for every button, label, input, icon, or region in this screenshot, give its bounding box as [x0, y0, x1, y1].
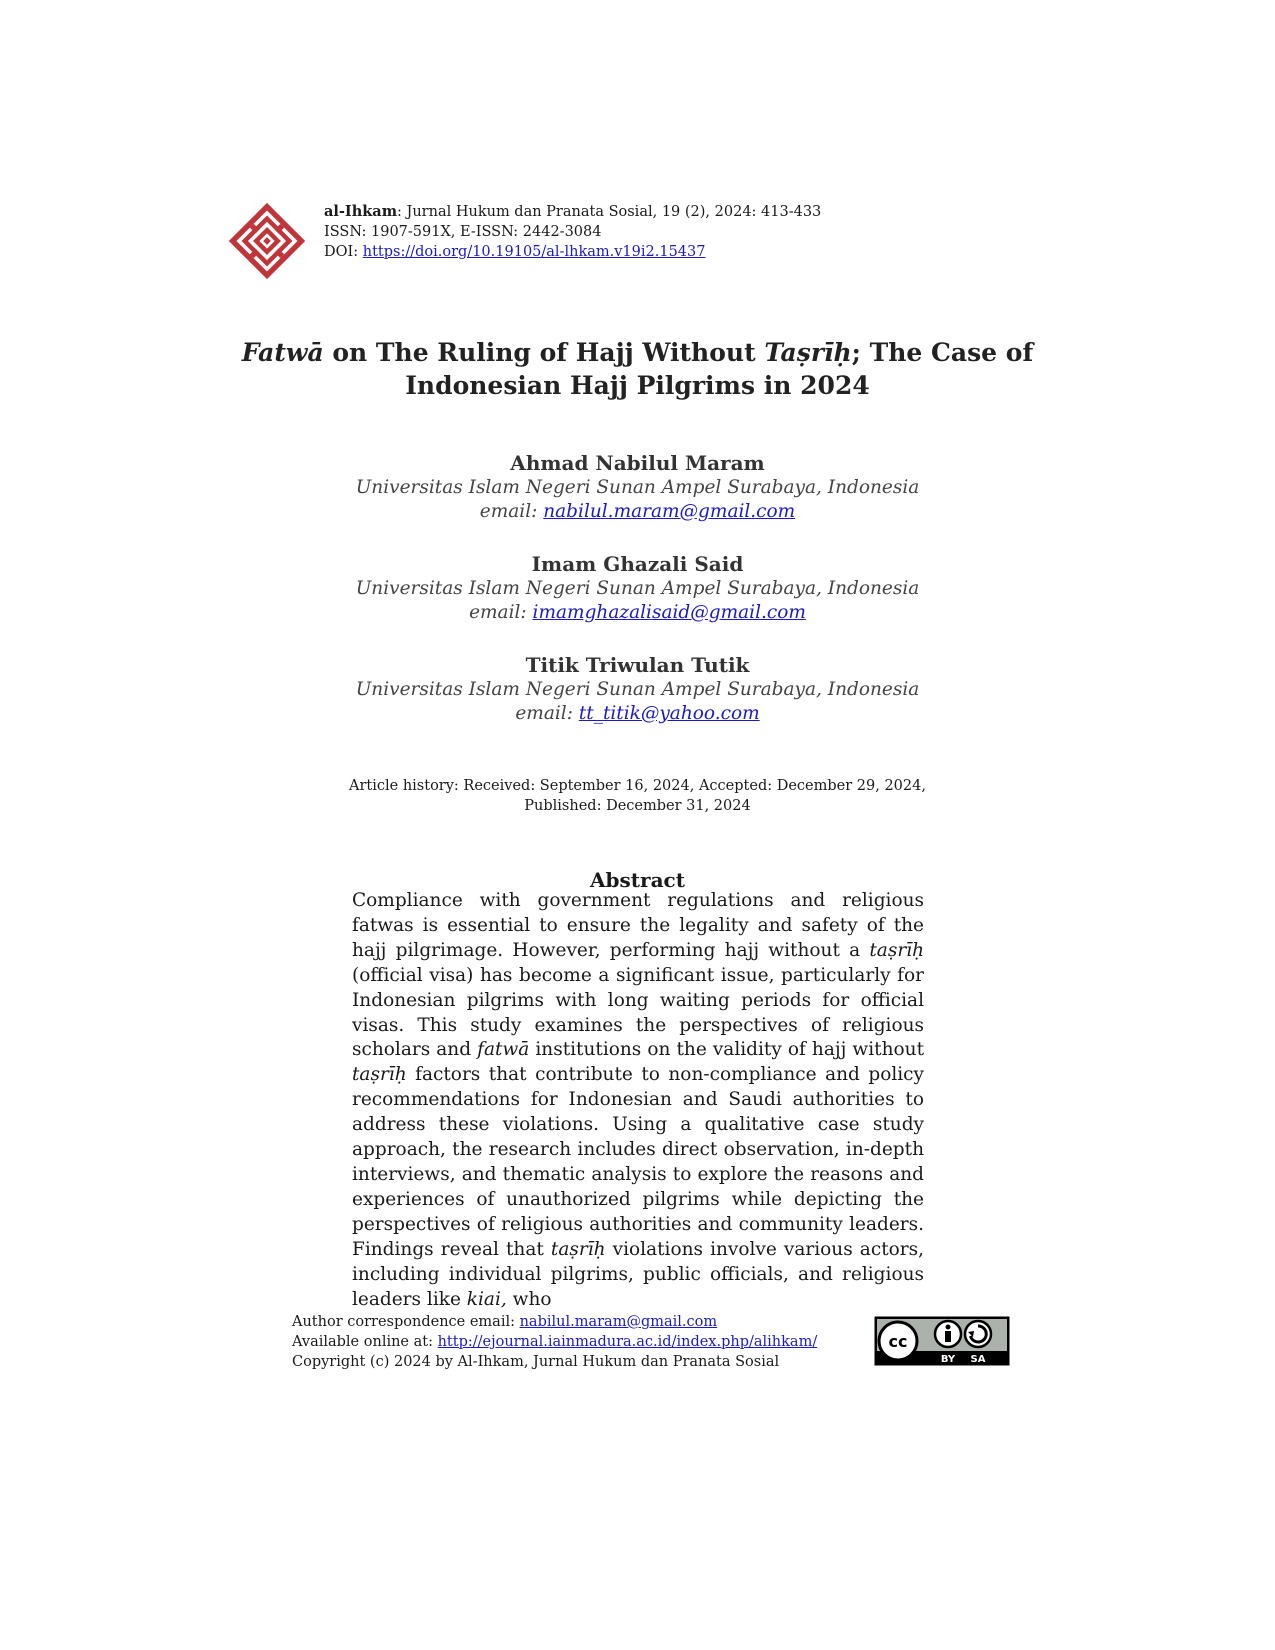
journal-name: al-Ihkam	[324, 203, 398, 220]
author-affiliation: Universitas Islam Negeri Sunan Ampel Surabaya, Indonesia	[355, 477, 920, 498]
author-name: Imam Ghazali Said	[531, 552, 744, 576]
available-line	[292, 1332, 852, 1352]
abstract-text: factors that contribute to non-compliance and policy recommendations for Indonesian and Saudi authorities to address these violations. Using a qualitative case study approach, the research includes direct observation, in-depth interviews, and thematic analysis to explore the reasons and experiences of unauthorized pilgrims while depicting the perspectives of religious authorities and community leaders. Findings reveal that	[352, 1064, 924, 1260]
email-label: email:	[515, 703, 579, 724]
title-mid: on The Ruling of Hajj Without	[323, 338, 765, 367]
abstract-text: who	[506, 1288, 552, 1310]
title-tasrih: Taṣrīḥ	[764, 338, 852, 367]
journal-header	[222, 196, 862, 286]
cc-by-label: BY	[940, 1354, 956, 1365]
journal-citation-text: : Jurnal Hukum dan Pranata Sosial, 19 (2), 2024: 413-433	[397, 204, 822, 220]
author-email	[300, 601, 975, 625]
abstract-term: taṣrīḥ	[550, 1238, 606, 1260]
history-line-1: Article history: Received: September 16, 2024, Accepted: December 29, 2024,	[349, 778, 926, 794]
author-name: Ahmad Nabilul Maram	[510, 451, 765, 475]
page-footer	[292, 1312, 852, 1372]
correspondence-label: Author correspondence email:	[292, 1314, 520, 1330]
abstract-term: taṣrīḥ	[869, 939, 924, 961]
kufic-square-logo-icon	[222, 196, 312, 286]
abstract-term: taṣrīḥ	[352, 1064, 407, 1086]
author-block	[300, 652, 975, 726]
abstract-term: kiai,	[466, 1288, 507, 1310]
author-email	[300, 500, 975, 524]
svg-text:cc: cc	[888, 1332, 908, 1351]
copyright-line: Copyright (c) 2024 by Al-Ihkam, Jurnal Hukum dan Pranata Sosial	[292, 1354, 780, 1370]
title-end: ; The Case of	[851, 338, 1034, 367]
abstract-text: Compliance with government regulations and religious fatwas is essential to ensure the legality and safety of the hajj pilgrimage. However, performing hajj without a	[352, 890, 924, 961]
author-email-link[interactable]: tt_titik@yahoo.com	[578, 703, 760, 724]
author-block	[300, 551, 975, 625]
author-email	[300, 702, 975, 726]
author-block	[300, 450, 975, 524]
email-label: email:	[479, 501, 544, 522]
abstract-text: institutions on the validity of hajj without	[529, 1039, 924, 1061]
author-email-link[interactable]: imamghazalisaid@gmail.com	[532, 602, 806, 623]
title-fatwa: Fatwā	[241, 338, 324, 367]
author-name: Titik Triwulan Tutik	[525, 653, 750, 677]
history-line-2: Published: December 31, 2024	[524, 798, 751, 814]
cc-by-sa-icon[interactable]	[874, 1316, 1010, 1366]
title-line-2: Indonesian Hajj Pilgrims in 2024	[405, 371, 870, 400]
available-url-link[interactable]: http://ejournal.iainmadura.ac.id/index.php/alihkam/	[437, 1334, 818, 1350]
author-affiliation: Universitas Islam Negeri Sunan Ampel Surabaya, Indonesia	[355, 578, 920, 599]
title-line-1	[180, 336, 1095, 369]
email-label: email:	[469, 602, 533, 623]
doi-label: DOI:	[324, 244, 363, 260]
journal-issn: ISSN: 1907-591X, E-ISSN: 2442-3084	[324, 224, 602, 240]
correspondence-email-link[interactable]: nabilul.maram@gmail.com	[519, 1314, 718, 1330]
abstract-heading: Abstract	[590, 868, 685, 892]
abstract-term: fatwā	[477, 1039, 530, 1061]
abstract-body	[352, 889, 924, 1312]
available-label: Available online at:	[292, 1334, 438, 1350]
author-email-link[interactable]: nabilul.maram@gmail.com	[543, 501, 796, 522]
journal-citation	[324, 202, 821, 222]
journal-info	[324, 202, 821, 262]
abstract-text: violations involve various actors, including individual pilgrims, public officials, and religious leaders like	[352, 1238, 924, 1310]
paper-title	[180, 336, 1095, 402]
author-affiliation: Universitas Islam Negeri Sunan Ampel Surabaya, Indonesia	[355, 679, 920, 700]
doi-link[interactable]: https://doi.org/10.19105/al-lhkam.v19i2.15437	[362, 244, 706, 260]
abstract-text: (official visa) has become a significant issue, particularly for Indonesian pilgrims with long waiting periods for official visas. This study examines the perspectives of religious scholars and	[352, 964, 924, 1061]
cc-sa-label: SA	[970, 1354, 986, 1365]
article-history	[300, 776, 975, 816]
correspondence-line	[292, 1312, 852, 1332]
journal-doi	[324, 242, 821, 262]
